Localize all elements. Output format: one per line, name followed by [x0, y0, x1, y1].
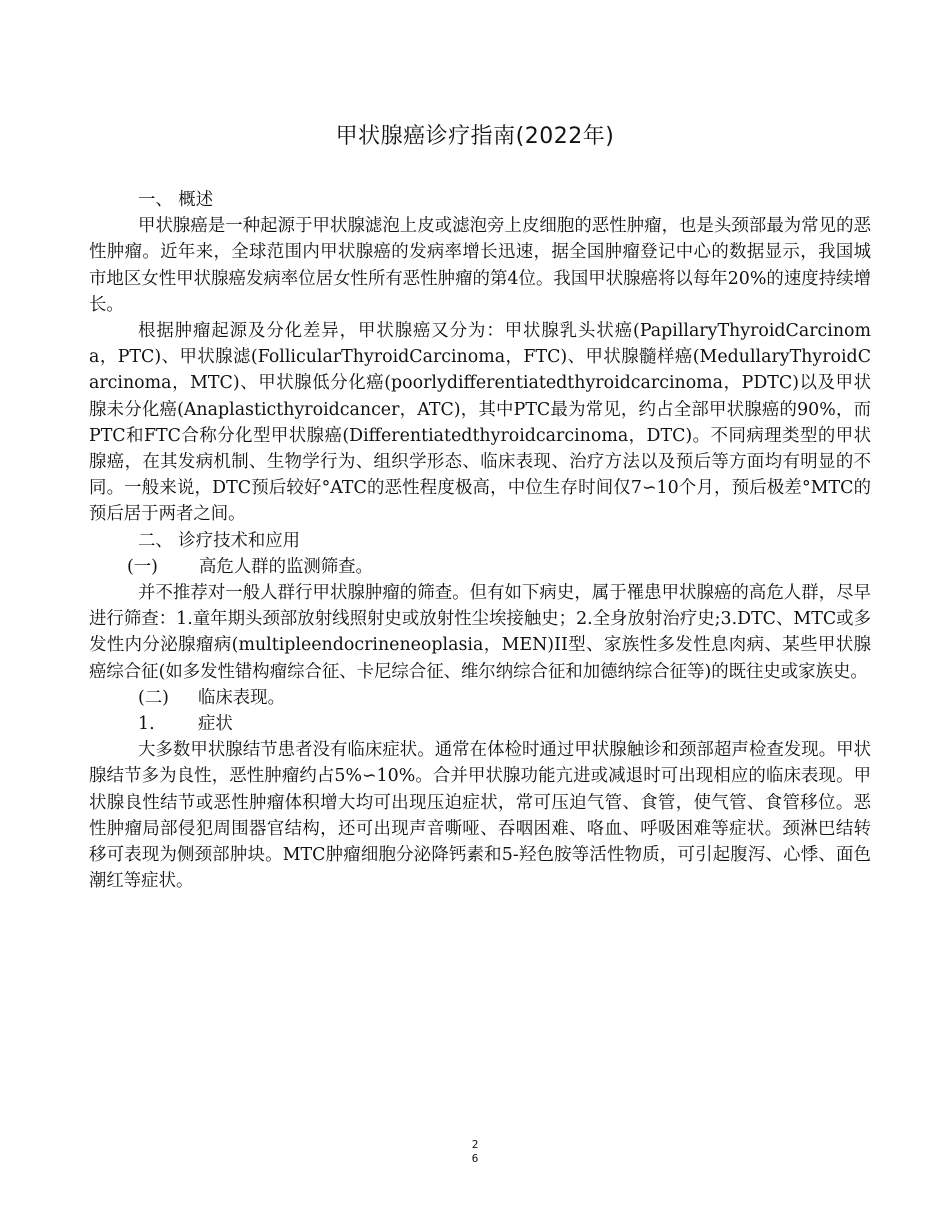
page-number-line-2: 6 [471, 1152, 479, 1165]
paragraph-symptoms: 大多数甲状腺结节患者没有临床症状。通常在体检时通过甲状腺触诊和颈部超声检查发现。甲状腺结节多为良性，恶性肿瘤约占5%∽10%。合并甲状腺功能亢进或减退时可出现相应的临床表现。甲状腺良性结节或恶性肿瘤体积增大均可出现压迫症状，常可压迫气管、食管，使气管、食管移位。恶性肿瘤局部侵犯周围器官结构，还可出现声音嘶哑、吞咽困难、咯血、呼吸困难等症状。颈淋巴结转移可表现为侧颈部肿块。MTC肿瘤细胞分泌降钙素和5-羟色胺等活性物质，可引起腹泻、心悸、面色潮红等症状。 [89, 740, 871, 892]
item-heading-symptoms [89, 711, 871, 737]
section-heading-diagnosis: 二、 诊疗技术和应用 [138, 530, 301, 551]
subsection-title: 高危人群的监测筛查。 [199, 556, 373, 577]
item-title: 症状 [198, 714, 233, 735]
page-number-line-1: 2 [471, 1138, 479, 1151]
document-title: 甲状腺癌诊疗指南(2022年) [335, 124, 615, 149]
subsection-number: (二) [138, 687, 169, 708]
item-number: 1. [138, 714, 155, 735]
paragraph-classification: 根据肿瘤起源及分化差异，甲状腺癌又分为：甲状腺乳头状癌(PapillaryThyroidCarcinoma，PTC)、甲状腺滤(FollicularThyroidCarcinoma，FTC)、甲状腺髓样癌(MedullaryThyroidCarcinoma，MTC)、甲状腺低分化癌(poorlydifferentiatedthyroidcarcinoma，PDTC)以及甲状腺未分化癌(Anaplasticthyroidcancer，ATC)，其中PTC最为常见，约占全部甲状腺癌的90%，而PTC和FTC合称分化型甲状腺癌(Differentiatedthyroidcarcinoma，DTC)。不同病理类型的甲状腺癌，在其发病机制、生物学行为、组织学形态、临床表现、治疗方法以及预后等方面均有明显的不同。一般来说，DTC预后较好°ATC的恶性程度极高，中位生存时间仅7∽10个月，预后极差°MTC的预后居于两者之间。 [89, 321, 871, 525]
subsection-title: 临床表现。 [198, 687, 285, 708]
document-body [89, 187, 871, 894]
subsection-heading-screening [89, 554, 871, 580]
paragraph-screening: 并不推荐对一般人群行甲状腺肿瘤的筛查。但有如下病史，属于罹患甲状腺癌的高危人群，尽早进行筛查：1.童年期头颈部放射线照射史或放射性尘埃接触史；2.全身放射治疗史;3.DTC、MTC或多发性内分泌腺瘤病(multipleendocrineneoplasia，MEN)II型、家族性多发性息肉病、某些甲状腺癌综合征(如多发性错构瘤综合征、卡尼综合征、维尔纳综合征和加德纳综合征等)的既往史或家族史。 [89, 583, 871, 682]
paragraph-overview-intro: 甲状腺癌是一种起源于甲状腺滤泡上皮或滤泡旁上皮细胞的恶性肿瘤，也是头颈部最为常见的恶性肿瘤。近年来，全球范围内甲状腺癌的发病率增长迅速，据全国肿瘤登记中心的数据显示，我国城市地区女性甲状腺癌发病率位居女性所有恶性肿瘤的第4位。我国甲状腺癌将以每年20%的速度持续增长。 [89, 216, 871, 315]
page-number [0, 1138, 950, 1166]
subsection-heading-clinical [89, 685, 871, 711]
section-heading-overview: 一、 概述 [138, 190, 214, 210]
subsection-number: (一) [127, 556, 158, 577]
